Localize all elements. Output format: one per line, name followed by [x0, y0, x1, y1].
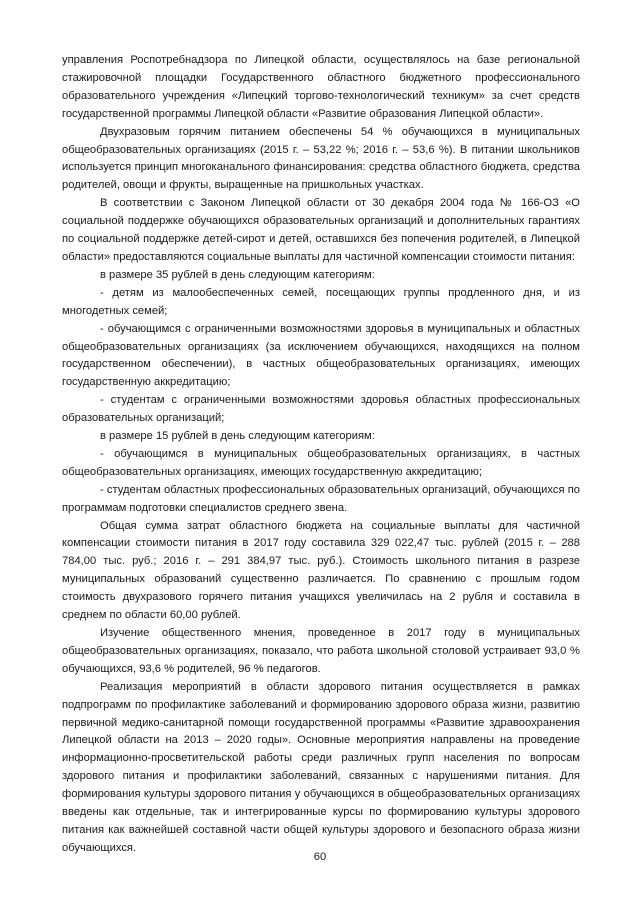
paragraph-13: Реализация мероприятий в области здорового питания осуществляется в рамках подпрограмм по профилактике заболеваний и формированию здорового образа жизни, развитию первичной медико-санитарной помощи государственной программы «Развитие здравоохранения Липецкой области на 2013 – 2020 годы». Основные мероприятия направлены на проведение информационно-просветительской работы среди различных групп населения по вопросам здорового питания и профилактики заболеваний, связанных с нарушениями питания. Для формирования культуры здорового питания у обучающихся в общеобразовательных организациях введены как отдельные, так и интегрированные курсы по формированию культуры здорового питания как важнейшей составной части общей культуры здорового и безопасного образа жизни обучающихся.: [62, 680, 580, 854]
paragraph-2: Двухразовым горячим питанием обеспечены 54 % обучающихся в муниципальных общеобразовательных организациях (2015 г. – 53,22 %; 2016 г. – 53,6 %). В питании школьников используется принцип многоканального финансирования: средства областного бюджета, средства родителей, овощи и фрукты, выращенные на пришкольных участках.: [62, 125, 580, 192]
paragraph-7: - студентам с ограниченными возможностями здоровья областных профессиональных образовательных организаций;: [62, 394, 580, 425]
paragraph-4: в размере 35 рублей в день следующим категориям:: [100, 268, 375, 281]
paragraph-9: - обучающимся в муниципальных общеобразовательных организациях, в частных общеобразовательных организациях, имеющих государственную аккредитацию;: [62, 447, 580, 478]
paragraph-6: - обучающимся с ограниченными возможностями здоровья в муниципальных и областных общеобразовательных организациях (за исключением обучающихся, находящихся на полном государственном обеспечении), в частных общеобразовательных организациях, имеющих государственную аккредитацию;: [62, 322, 580, 389]
paragraph-1: управления Роспотребнадзора по Липецкой области, осуществлялось на базе региональной стажировочной площадки Государственного областного бюджетного профессионального образовательного учреждения «Липецкий торгово-технологический техникум» за счет средств государственной программы Липецкой области «Развитие образования Липецкой области».: [62, 54, 580, 120]
document-body: [62, 52, 580, 858]
paragraph-12: Изучение общественного мнения, проведенное в 2017 году в муниципальных общеобразовательных организациях, показало, что работа школьной столовой устраивает 93,0 % обучающихся, 93,6 % родителей, 96 % педагогов.: [62, 627, 580, 675]
paragraph-11: Общая сумма затрат областного бюджета на социальные выплаты для частичной компенсации стоимости питания в 2017 году составила 329 022,47 тыс. рублей (2015 г. – 288 784,00 тыс. руб.; 2016 г. – 291 384,97 тыс. руб.). Стоимость школьного питания в разрезе муниципальных образований существенно различается. По сравнению с прошлым годом стоимость двухразового горячего питания учащихся увеличилась на 2 рубля и составила в среднем по области 60,00 рублей.: [62, 519, 580, 622]
paragraph-5: - детям из малообеспеченных семей, посещающих группы продленного дня, и из многодетных семей;: [62, 286, 580, 317]
paragraph-8: в размере 15 рублей в день следующим категориям:: [100, 430, 375, 443]
page-number: 60: [313, 851, 327, 863]
paragraph-10: - студентам областных профессиональных образовательных организаций, обучающихся по программам подготовки специалистов среднего звена.: [62, 483, 580, 514]
paragraph-3: В соответствии с Законом Липецкой области от 30 декабря 2004 года № 166-ОЗ «О социальной поддержке обучающихся образовательных организаций и дополнительных гарантиях по социальной поддержке детей-сирот и детей, оставшихся без попечения родителей, в Липецкой области» предоставляются социальные выплаты для частичной компенсации стоимости питания:: [62, 197, 580, 263]
